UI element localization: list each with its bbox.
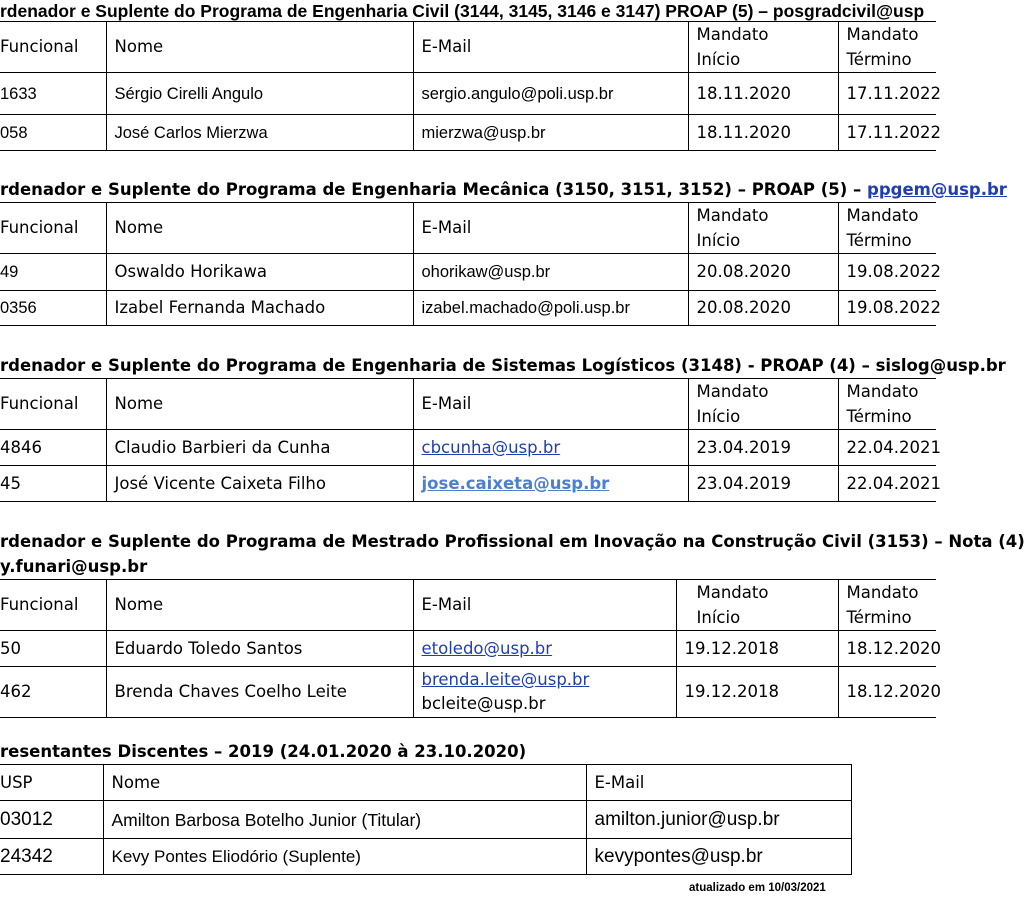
section-heading-mestrado-email: y.funari@usp.br — [0, 557, 148, 576]
table-row — [0, 839, 851, 875]
col-mandato-inicio: Mandato Início — [688, 22, 838, 73]
email-link[interactable]: etoledo@usp.br — [421, 638, 553, 658]
cell-inicio: 20.08.2020 — [688, 291, 838, 326]
col-email: E-Mail — [413, 22, 688, 73]
cell-inicio: 19.12.2018 — [676, 667, 838, 718]
cell-inicio: 20.08.2020 — [688, 254, 838, 291]
cell-email: izabel.machado@poli.usp.br — [413, 291, 688, 326]
cell-inicio: 18.11.2020 — [688, 73, 838, 115]
cell-funcional: 058 — [0, 115, 106, 151]
table-civil — [0, 21, 941, 151]
cell-email: sergio.angulo@poli.usp.br — [413, 73, 688, 115]
col-mandato-inicio: Mandato Início — [676, 580, 838, 631]
col-email: E-Mail — [413, 379, 688, 430]
cell-inicio: 19.12.2018 — [676, 631, 838, 667]
table-header-row — [0, 765, 851, 801]
table-row — [0, 115, 936, 151]
table-row — [0, 667, 936, 718]
cell-email: ohorikaw@usp.br — [413, 254, 688, 291]
table-header-row — [0, 203, 936, 254]
cell-email — [413, 466, 688, 502]
table-discentes — [0, 764, 852, 875]
cell-nome: Claudio Barbieri da Cunha — [106, 430, 413, 466]
col-mandato-termino: Mandato Término — [838, 580, 936, 631]
cell-funcional: 462 — [0, 667, 106, 718]
table-row — [0, 73, 936, 115]
table-row — [0, 631, 936, 667]
cell-termino: 19.08.2022 — [838, 291, 936, 326]
cell-funcional: 4846 — [0, 430, 106, 466]
cell-nome: Sérgio Cirelli Angulo — [106, 73, 413, 115]
cell-termino: 22.04.2021 — [838, 466, 936, 502]
table-row — [0, 254, 936, 291]
table-header-row — [0, 22, 936, 73]
email-link[interactable]: brenda.leite@usp.br — [421, 670, 590, 689]
col-nome: Nome — [106, 22, 413, 73]
col-email: E-Mail — [413, 580, 676, 631]
col-mandato-termino: Mandato Término — [838, 22, 936, 73]
col-nome: Nome — [106, 580, 413, 631]
email-link[interactable]: cbcunha@usp.br — [421, 437, 561, 457]
col-nome: Nome — [106, 379, 413, 430]
section-heading-civil: rdenador e Suplente do Programa de Engenharia Civil (3144, 3145, 3146 e 3147) PROAP (5) – posgradcivil@usp — [0, 1, 925, 21]
section-heading-mecanica: rdenador e Suplente do Programa de Engenharia Mecânica (3150, 3151, 3152) – PROAP (5) – ppgem@usp.br — [0, 180, 1007, 199]
cell-inicio: 23.04.2019 — [688, 430, 838, 466]
section-heading-discentes: resentantes Discentes – 2019 (24.01.2020 à 23.10.2020) — [0, 742, 527, 761]
cell-termino: 17.11.2022 — [838, 73, 936, 115]
cell-termino: 17.11.2022 — [838, 115, 936, 151]
col-funcional: Funcional — [0, 22, 106, 73]
col-nome: Nome — [106, 203, 413, 254]
email-secondary: bcleite@usp.br — [421, 694, 546, 713]
col-email: E-Mail — [586, 765, 851, 801]
cell-nome: Kevy Pontes Eliodório (Suplente) — [103, 839, 586, 875]
ppgem-email-link[interactable]: ppgem@usp.br — [867, 180, 1007, 199]
table-mecanica — [0, 202, 941, 326]
cell-nome: Eduardo Toledo Santos — [106, 631, 413, 667]
table-row — [0, 801, 851, 839]
cell-nome: José Vicente Caixeta Filho — [106, 466, 413, 502]
col-usp: USP — [0, 765, 103, 801]
col-nome: Nome — [103, 765, 586, 801]
cell-usp: 24342 — [0, 839, 103, 875]
table-row — [0, 291, 936, 326]
cell-nome: Izabel Fernanda Machado — [106, 291, 413, 326]
cell-email: kevypontes@usp.br — [586, 839, 851, 875]
section-heading-mestrado: rdenador e Suplente do Programa de Mestrado Profissional em Inovação na Construção Civil (3153) – Nota (4) — [0, 532, 1025, 551]
cell-email — [413, 631, 676, 667]
cell-funcional: 49 — [0, 254, 106, 291]
col-mandato-termino: Mandato Término — [838, 203, 936, 254]
cell-nome: Oswaldo Horikawa — [106, 254, 413, 291]
col-funcional: Funcional — [0, 203, 106, 254]
cell-termino: 19.08.2022 — [838, 254, 936, 291]
section-heading-logisticos: rdenador e Suplente do Programa de Engenharia de Sistemas Logísticos (3148) - PROAP (4) – sislog@usp.br — [0, 356, 1006, 375]
update-date-footer: atualizado em 10/03/2021 — [689, 882, 826, 894]
table-header-row — [0, 580, 936, 631]
cell-usp: 03012 — [0, 801, 103, 839]
table-row — [0, 430, 936, 466]
col-mandato-termino: Mandato Término — [838, 379, 936, 430]
cell-nome: Amilton Barbosa Botelho Junior (Titular) — [103, 801, 586, 839]
cell-funcional: 45 — [0, 466, 106, 502]
table-mestrado — [0, 579, 941, 718]
cell-funcional: 50 — [0, 631, 106, 667]
cell-nome: Brenda Chaves Coelho Leite — [106, 667, 413, 718]
cell-inicio: 18.11.2020 — [688, 115, 838, 151]
cell-funcional: 0356 — [0, 291, 106, 326]
table-header-row — [0, 379, 936, 430]
col-funcional: Funcional — [0, 580, 106, 631]
cell-termino: 18.12.2020 — [838, 631, 936, 667]
table-row — [0, 466, 936, 502]
cell-inicio: 23.04.2019 — [688, 466, 838, 502]
email-link[interactable]: jose.caixeta@usp.br — [421, 473, 610, 493]
table-logisticos — [0, 378, 941, 502]
cell-termino: 18.12.2020 — [838, 667, 936, 718]
cell-email: amilton.junior@usp.br — [586, 801, 851, 839]
col-mandato-inicio: Mandato Início — [688, 379, 838, 430]
col-mandato-inicio: Mandato Início — [688, 203, 838, 254]
cell-termino: 22.04.2021 — [838, 430, 936, 466]
cell-email — [413, 667, 676, 718]
cell-email — [413, 430, 688, 466]
cell-nome: José Carlos Mierzwa — [106, 115, 413, 151]
cell-funcional: 1633 — [0, 73, 106, 115]
col-funcional: Funcional — [0, 379, 106, 430]
col-email: E-Mail — [413, 203, 688, 254]
cell-email: mierzwa@usp.br — [413, 115, 688, 151]
